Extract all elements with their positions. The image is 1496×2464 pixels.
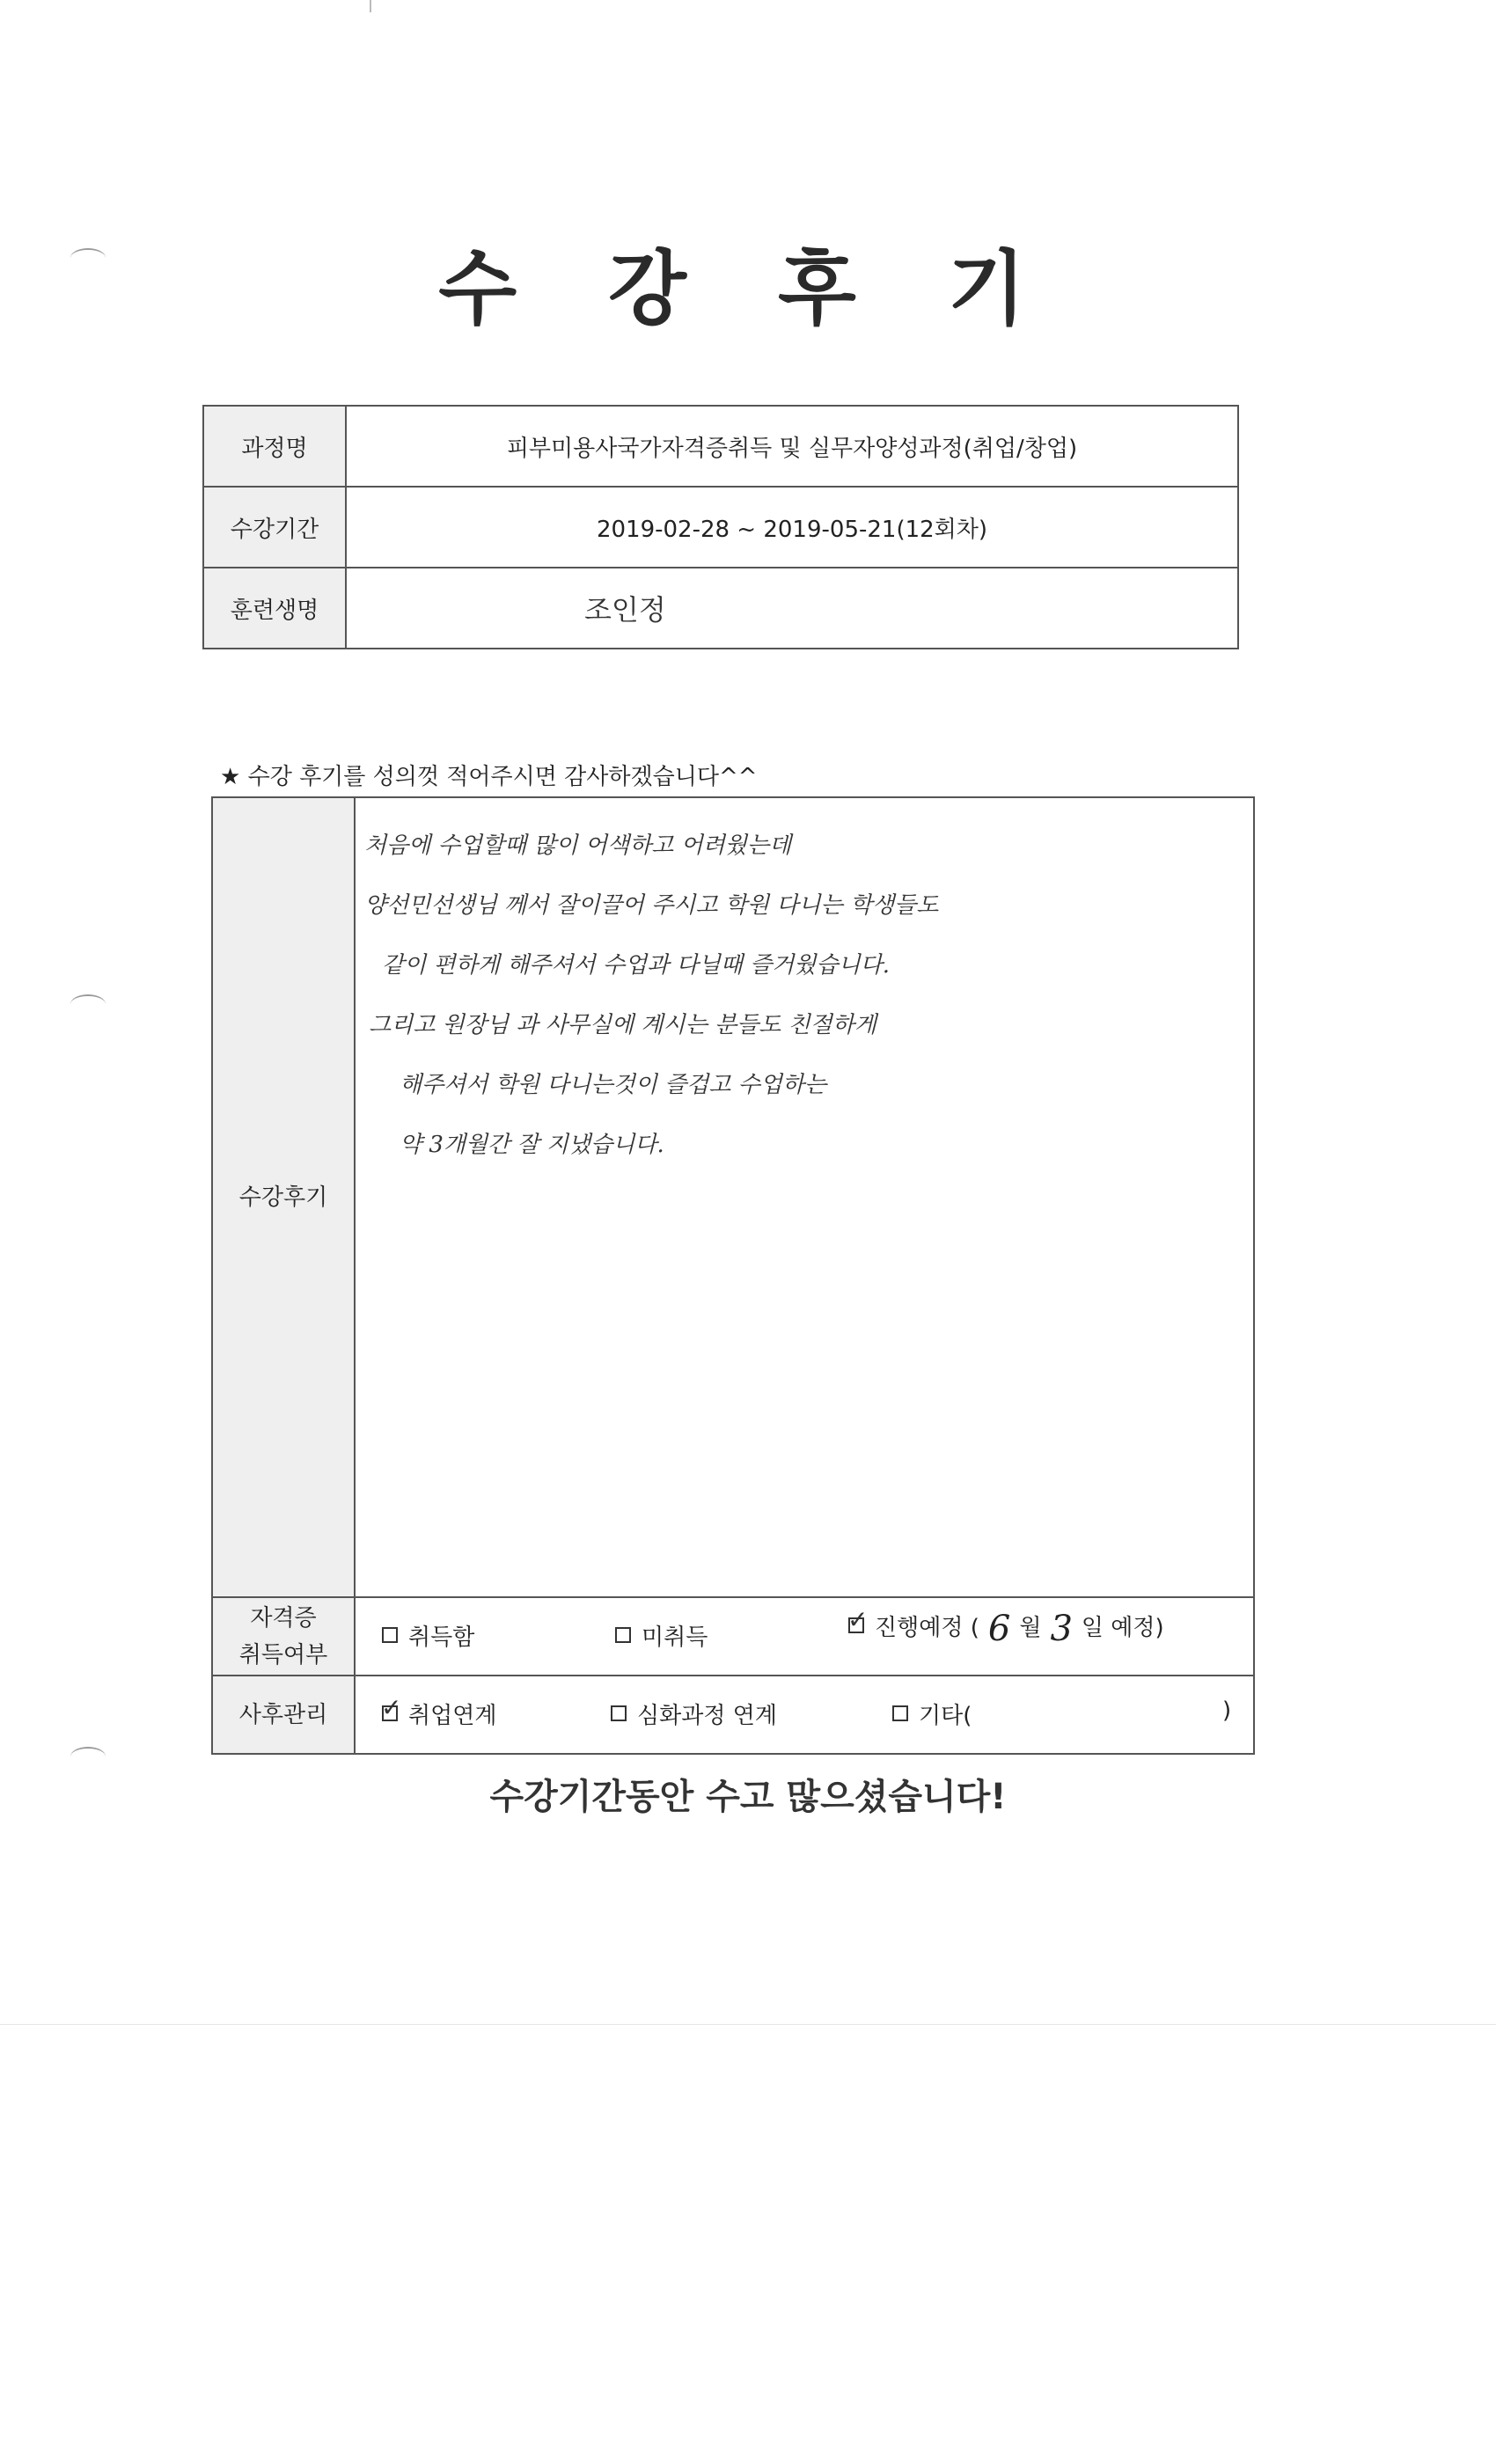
option-other[interactable] <box>892 1698 972 1730</box>
month-label: 월 <box>1019 1615 1042 1641</box>
handwritten-check-mark-icon: ✓ <box>847 1605 869 1634</box>
aftercare-options <box>355 1676 1254 1754</box>
checkbox-icon[interactable] <box>382 1627 398 1643</box>
option-acquired[interactable] <box>382 1619 474 1652</box>
certificate-label-line1: 자격증 <box>250 1604 317 1632</box>
punch-hole-mark <box>70 1747 106 1766</box>
option-job-link-label: 취업연계 <box>408 1703 497 1729</box>
certificate-label <box>212 1597 355 1676</box>
review-handwritten-text <box>355 797 1254 1597</box>
option-other-label: 기타( <box>919 1703 972 1729</box>
checkbox-icon[interactable] <box>615 1627 631 1643</box>
option-in-progress-label: 진행예정 ( <box>875 1615 979 1641</box>
trainee-name-handwritten: 조인정 <box>346 568 1238 649</box>
option-not-acquired[interactable] <box>615 1619 708 1652</box>
scan-edge <box>0 2024 1496 2025</box>
option-advanced-course-label: 심화과정 연계 <box>637 1703 777 1729</box>
trainee-row <box>203 568 1238 649</box>
checkbox-icon[interactable] <box>611 1705 627 1721</box>
course-value: 피부미용사국가자격증취득 및 실무자양성과정(취업/창업) <box>346 406 1238 487</box>
instruction-note: ★ 수강 후기를 성의껏 적어주시면 감사하겠습니다^^ <box>220 764 758 790</box>
review-line: 양선민선생님 께서 잘이끌어 주시고 학원 다니는 학생들도 <box>364 892 939 919</box>
month-handwritten: 6 <box>987 1609 1011 1649</box>
option-in-progress[interactable] <box>847 1605 1164 1649</box>
day-handwritten: 3 <box>1050 1609 1073 1649</box>
review-row <box>212 797 1254 1597</box>
period-value: 2019-02-28 ~ 2019-05-21(12회차) <box>346 487 1238 568</box>
scan-mark <box>370 0 371 12</box>
checkbox-checked-icon[interactable] <box>847 1605 869 1634</box>
certificate-row <box>212 1597 1254 1676</box>
review-line: 같이 편하게 해주셔서 수업과 다닐때 즐거웠습니다. <box>382 952 891 979</box>
option-other-close: ) <box>1222 1698 1232 1724</box>
period-row <box>203 487 1238 568</box>
checkbox-checked-icon[interactable] <box>381 1693 402 1722</box>
course-info-table <box>202 405 1239 649</box>
option-advanced-course[interactable] <box>611 1698 777 1730</box>
course-row <box>203 406 1238 487</box>
trainee-label: 훈련생명 <box>203 568 346 649</box>
footer-message: 수강기간동안 수고 많으셨습니다! <box>489 1777 1007 1817</box>
period-label: 수강기간 <box>203 487 346 568</box>
checkbox-icon[interactable] <box>892 1705 908 1721</box>
punch-hole-mark <box>70 994 106 1014</box>
option-acquired-label: 취득함 <box>408 1624 475 1651</box>
certificate-label-line2: 취득여부 <box>238 1641 328 1668</box>
handwritten-check-mark-icon: ✓ <box>381 1693 402 1722</box>
review-table <box>211 796 1255 1755</box>
certificate-options <box>355 1597 1254 1676</box>
aftercare-row <box>212 1676 1254 1754</box>
review-label: 수강후기 <box>212 797 355 1597</box>
day-suffix: 일 예정) <box>1081 1615 1164 1641</box>
option-not-acquired-label: 미취득 <box>642 1624 708 1651</box>
review-line: 해주셔서 학원 다니는것이 즐겁고 수업하는 <box>400 1072 827 1098</box>
aftercare-label: 사후관리 <box>212 1676 355 1754</box>
review-line: 약 3개월간 잘 지냈습니다. <box>400 1132 664 1158</box>
review-line: 그리고 원장님 과 사무실에 계시는 분들도 친절하게 <box>369 1012 877 1038</box>
page-title: 수 강 후 기 <box>438 242 1058 336</box>
review-line: 처음에 수업할때 많이 어색하고 어려웠는데 <box>364 832 792 859</box>
course-label: 과정명 <box>203 406 346 487</box>
option-job-link[interactable] <box>381 1693 497 1730</box>
